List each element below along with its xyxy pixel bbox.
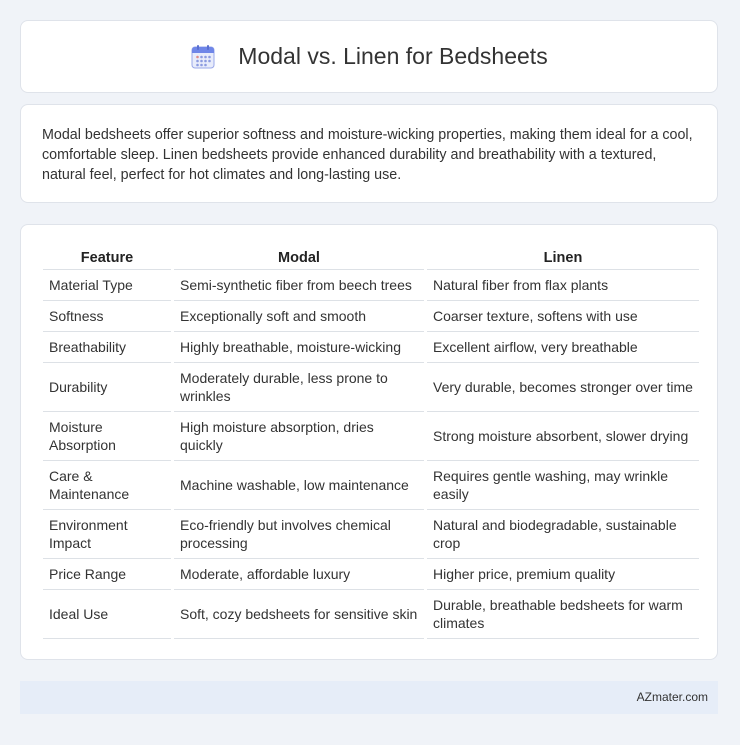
table-row — [43, 301, 699, 332]
linen-cell: Requires gentle washing, may wrinkle easily — [427, 461, 699, 510]
modal-cell: High moisture absorption, dries quickly — [174, 412, 424, 461]
calendar-icon — [190, 44, 216, 70]
table-header-row — [43, 247, 699, 270]
linen-cell: Excellent airflow, very breathable — [427, 332, 699, 363]
table-row — [43, 332, 699, 363]
summary-text: Modal bedsheets offer superior softness and moisture-wicking properties, making them ideal for a cool, comfortable sleep. Linen bedsheets provide enhanced durability and breathability with a textured, natural feel, perfect for hot climates and long-lasting use. — [42, 127, 693, 183]
comparison-table-card — [20, 224, 718, 660]
modal-cell: Moderate, affordable luxury — [174, 559, 424, 590]
feature-cell: Environment Impact — [43, 510, 171, 559]
linen-cell: Coarser texture, softens with use — [427, 301, 699, 332]
modal-cell: Exceptionally soft and smooth — [174, 301, 424, 332]
footer-bar — [20, 681, 718, 714]
feature-cell: Breathability — [43, 332, 171, 363]
linen-cell: Natural and biodegradable, sustainable crop — [427, 510, 699, 559]
feature-cell: Ideal Use — [43, 590, 171, 639]
column-header-feature: Feature — [43, 247, 171, 270]
modal-cell: Soft, cozy bedsheets for sensitive skin — [174, 590, 424, 639]
table-row — [43, 559, 699, 590]
feature-cell: Price Range — [43, 559, 171, 590]
modal-cell: Semi-synthetic fiber from beech trees — [174, 270, 424, 301]
linen-cell: Natural fiber from flax plants — [427, 270, 699, 301]
linen-cell: Very durable, becomes stronger over time — [427, 363, 699, 412]
comparison-table — [40, 247, 702, 639]
table-row — [43, 412, 699, 461]
feature-cell: Moisture Absorption — [43, 412, 171, 461]
table-row — [43, 363, 699, 412]
modal-cell: Machine washable, low maintenance — [174, 461, 424, 510]
feature-cell: Durability — [43, 363, 171, 412]
page-title: Modal vs. Linen for Bedsheets — [238, 43, 548, 69]
table-row — [43, 461, 699, 510]
feature-cell: Material Type — [43, 270, 171, 301]
summary-card — [20, 104, 718, 203]
linen-cell: Higher price, premium quality — [427, 559, 699, 590]
column-header-modal: Modal — [174, 247, 424, 270]
modal-cell: Eco-friendly but involves chemical processing — [174, 510, 424, 559]
table-row — [43, 270, 699, 301]
footer-site-link[interactable]: AZmater.com — [636, 690, 708, 704]
modal-cell: Highly breathable, moisture-wicking — [174, 332, 424, 363]
modal-cell: Moderately durable, less prone to wrinkles — [174, 363, 424, 412]
feature-cell: Softness — [43, 301, 171, 332]
table-row — [43, 510, 699, 559]
table-row — [43, 590, 699, 639]
column-header-linen: Linen — [427, 247, 699, 270]
title-card — [20, 20, 718, 93]
feature-cell: Care & Maintenance — [43, 461, 171, 510]
linen-cell: Durable, breathable bedsheets for warm climates — [427, 590, 699, 639]
linen-cell: Strong moisture absorbent, slower drying — [427, 412, 699, 461]
